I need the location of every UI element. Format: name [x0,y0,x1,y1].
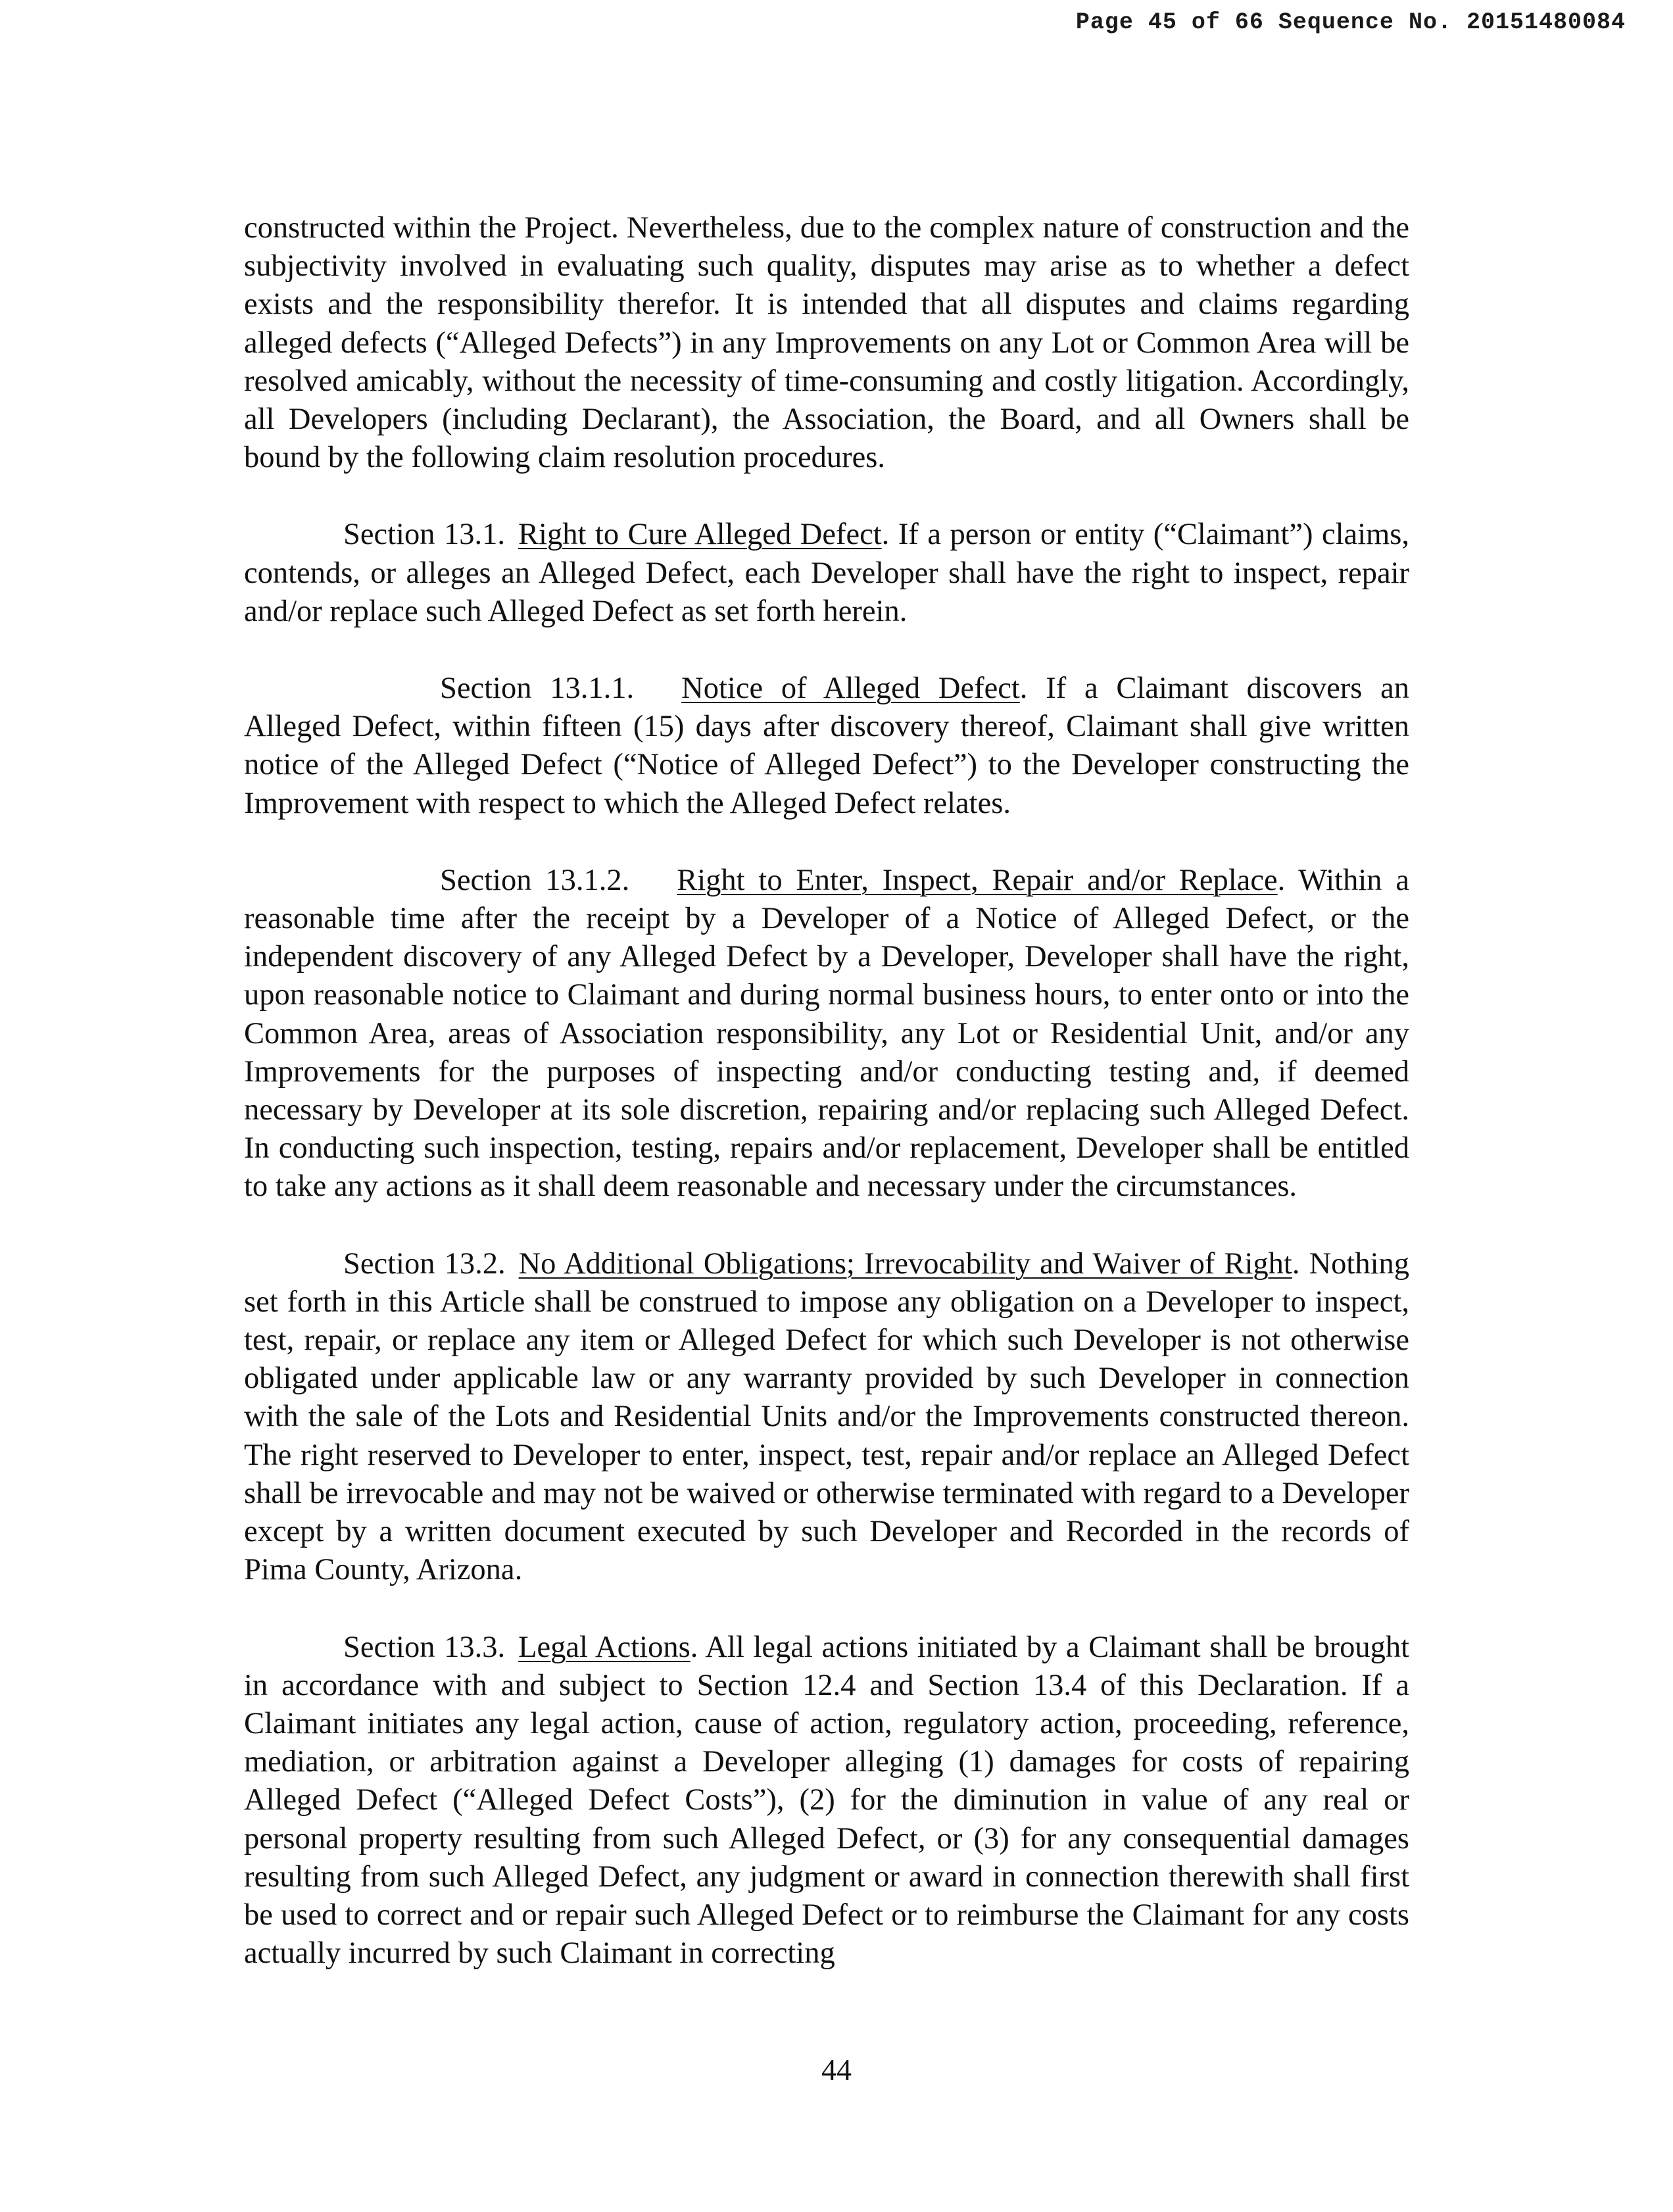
section-text: . If a Claimant discovers an Alleged Defect, within fifteen (15) days after discovery thereof, Claimant shall give written notice of the Alleged Defect (“Notice of Alleged Defect”) to the Developer constructing the Improvement with respect to which the Alleged Defect relates. [244,672,1409,820]
page-number: 44 [821,2053,852,2086]
section-heading: Notice of Alleged Defect [681,672,1020,706]
paragraph-section-13-1-2 [244,862,1409,1206]
section-heading: Right to Cure Alleged Defect [518,518,882,552]
section-text: . All legal actions initiated by a Claimant shall be brought in accordance with and subject to Section 12.4 and Section 13.4 of this Declaration. If a Claimant initiates any legal action, cause of action, regulatory action, proceeding, reference, mediation, or arbitration against a Developer alleging (1) damages for costs of repairing Alleged Defect (“Alleged Defect Costs”), (2) for the diminution in value of any real or personal property resulting from such Alleged Defect, or (3) for any consequential damages resulting from such Alleged Defect, any judgment or award in connection therewith shall first be used to correct and or repair such Alleged Defect or to reimburse the Claimant for any costs actually incurred by such Claimant in correcting [244,1630,1409,1971]
section-heading: No Additional Obligations; Irrevocability and Waiver of Right [518,1246,1292,1281]
section-text: . Nothing set forth in this Article shall be construed to impose any obligation on a Developer to inspect, test, repair, or replace any item or Alleged Defect for which such Developer is not otherwise obligated under applicable law or any warranty provided by such Developer in connection with the sale of the Lots and Residential Units and/or the Improvements constructed thereon. The right reserved to Developer to enter, inspect, test, repair and/or replace an Alleged Defect shall be irrevocable and may not be waived or otherwise terminated with regard to a Developer except by a written document executed by such Developer and Recorded in the records of Pima County, Arizona. [244,1246,1409,1587]
section-heading: Right to Enter, Inspect, Repair and/or Replace [677,863,1278,897]
section-heading: Legal Actions [518,1630,691,1664]
section-text: . If a person or entity (“Claimant”) claims, contends, or alleges an Alleged Defect, each Developer shall have the right to inspect, repair and/or replace such Alleged Defect as set forth herein. [244,518,1410,628]
paragraph-section-13-1 [244,516,1409,631]
section-number: Section 13.1. [343,518,506,552]
section-number: Section 13.3. [343,1630,506,1664]
paragraph-section-13-2 [244,1245,1409,1590]
section-text: . Within a reasonable time after the receipt by a Developer of a Notice of Alleged Defect, or the independent discovery of any Alleged Defect by a Developer, Developer shall have the right, upon reasonable notice to Claimant and during normal business hours, to enter onto or into the Common Area, areas of Association responsibility, any Lot or Residential Unit, and/or any Improvements for the purposes of inspecting and/or conducting testing and, if deemed necessary by Developer at its sole discretion, repairing and/or replacing such Alleged Defect. In conducting such inspection, testing, repairs and/or replacement, Developer shall be entitled to take any actions as it shall deem reasonable and necessary under the circumstances. [244,863,1409,1204]
section-number: Section 13.1.1. [440,672,635,706]
paragraph-section-13-1-1 [244,670,1409,823]
page-sequence-stamp: Page 45 of 66 Sequence No. 20151480084 [1075,9,1626,36]
paragraph-section-13-3 [244,1629,1409,1973]
document-body [244,209,1409,2011]
section-number: Section 13.2. [343,1246,506,1281]
section-number: Section 13.1.2. [440,863,630,897]
paragraph-intro: constructed within the Project. Nevertheless, due to the complex nature of construction and the subjectivity involved in evaluating such quality, disputes may arise as to whether a defect exists and the responsibility therefor. It is intended that all disputes and claims regarding alleged defects (“Alleged Defects”) in any Improvements on any Lot or Common Area will be resolved amicably, without the necessity of time-consuming and costly litigation. Accordingly, all Developers (including Declarant), the Association, the Board, and all Owners shall be bound by the following claim resolution procedures. [244,211,1409,475]
